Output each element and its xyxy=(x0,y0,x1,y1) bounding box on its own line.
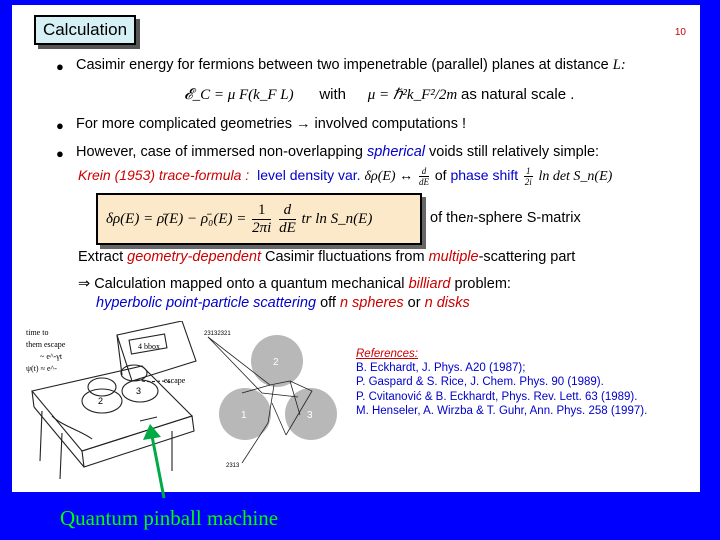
disk-label-2: 2 xyxy=(273,357,279,368)
delta-rho: δρ(E) ↔ xyxy=(364,169,414,185)
implies-a: Calculation mapped onto a quantum mechanical xyxy=(94,276,405,292)
ln-det: ln det S_n(E) xyxy=(538,169,613,185)
formula-label-b: -sphere S-matrix xyxy=(473,210,581,226)
bullet-3-spherical: spherical xyxy=(366,144,425,160)
deriv-fraction xyxy=(419,166,429,187)
krein-formula-label: Krein (1953) trace-formula : xyxy=(78,167,250,184)
machine-backboard xyxy=(117,321,196,381)
bullet-1-text: Casimir energy for fermions between two impenetrable (parallel) planes at distance xyxy=(76,57,609,73)
half-fraction xyxy=(524,166,533,187)
pinball-spheres: n spheres xyxy=(339,295,404,311)
f2-num: d xyxy=(279,202,296,220)
handwriting-2: them escape xyxy=(26,340,66,349)
pinball-or: or xyxy=(407,295,421,311)
slide-title-box xyxy=(34,15,136,45)
handwriting-4: ψ(t) ≈ e^- xyxy=(26,364,57,373)
slide-title: Calculation xyxy=(42,20,128,39)
extract-a: Extract xyxy=(78,249,124,265)
handwriting-3: ~ e^-γt xyxy=(40,352,63,361)
bullet-dot: ● xyxy=(56,118,64,133)
formula-lhs: δρ(E) = ρ̄(E) − ρ̄₀(E) = xyxy=(106,210,247,227)
escape-label: escape xyxy=(164,376,186,385)
machine-label: 4 bbox xyxy=(138,342,160,351)
extract-e: -scattering part xyxy=(478,249,576,265)
level-density-label: level density var. xyxy=(257,167,361,184)
reference-item: P. Gaspard & S. Rice, J. Chem. Phys. 90 (1989). xyxy=(356,376,604,389)
half-num: 1 xyxy=(526,166,531,176)
extract-line xyxy=(78,249,575,265)
phase-shift-label: phase shift xyxy=(450,167,519,184)
extract-multiple: multiple xyxy=(428,249,479,265)
formula-fraction-1 xyxy=(252,202,271,237)
formula-label-n: n xyxy=(466,210,474,226)
disk-label-3: 3 xyxy=(307,410,313,421)
extract-c: Casimir fluctuations from xyxy=(265,249,425,265)
pinball-machine-sketch xyxy=(22,321,202,481)
pinball-line xyxy=(96,295,470,311)
implies-arrow: ⇒ xyxy=(78,276,91,292)
handwriting-1: time to xyxy=(26,328,49,337)
disk-label-1: 1 xyxy=(241,410,247,421)
formula-fraction-2 xyxy=(279,202,296,237)
implies-billiard: billiard xyxy=(408,276,451,292)
f1-num: 1 xyxy=(252,202,271,220)
pinball-a: hyperbolic point-particle scattering xyxy=(96,295,317,311)
three-disk-diagram xyxy=(202,323,352,473)
caption: Quantum pinball machine xyxy=(60,506,279,530)
reference-item: B. Eckhardt, J. Phys. A20 (1987); xyxy=(356,362,526,375)
krein-formula xyxy=(106,202,372,237)
trajectory-code-top: 23132321 xyxy=(204,331,231,337)
implies-line xyxy=(78,276,511,292)
page-number: 10 xyxy=(674,27,686,38)
reference-item: P. Cvitanović & B. Eckhardt, Phys. Rev. Lett. 63 (1989). xyxy=(356,390,638,403)
machine-front xyxy=(82,416,194,467)
formula-scale: μ = ℏ²k_F²/2m xyxy=(367,87,458,103)
formula-tail: as natural scale . xyxy=(461,86,575,103)
f1-den: 2πi xyxy=(252,220,272,236)
references xyxy=(356,347,647,418)
ball-label-2: 2 xyxy=(98,396,104,406)
formula-rhs: tr ln S_n(E) xyxy=(301,210,373,227)
bullet-1 xyxy=(76,57,626,74)
of-text: of xyxy=(434,167,447,184)
bullet-3-text-a: However, case of immersed non-overlapping xyxy=(76,144,363,160)
pinball-disks: n disks xyxy=(424,295,470,311)
bullet-dot: ● xyxy=(56,146,64,161)
f2-den: dE xyxy=(279,220,296,236)
bullet-dot: ● xyxy=(56,59,64,74)
krein-formula-box xyxy=(96,193,422,245)
references-heading: References: xyxy=(356,348,419,360)
bullet-3 xyxy=(76,144,599,160)
formula-label xyxy=(430,210,581,227)
deriv-den: dE xyxy=(418,177,429,187)
formula-label-a: of the xyxy=(430,210,467,226)
bullet-2: For more complicated geometries → involved computations ! xyxy=(76,116,467,132)
pinball-b: off xyxy=(320,295,336,311)
bullet-1-var: L: xyxy=(612,57,626,73)
trajectory-code-bottom: 2313 xyxy=(226,463,240,469)
reference-item: M. Henseler, A. Wirzba & T. Guhr, Ann. Phys. 258 (1997). xyxy=(356,404,648,417)
krein-line xyxy=(78,166,612,187)
formula-with: with xyxy=(319,86,347,103)
casimir-energy-formula xyxy=(184,85,574,104)
implies-c: problem: xyxy=(454,276,511,292)
slide xyxy=(12,5,700,492)
half-den: 2i xyxy=(524,177,532,187)
extract-geometry: geometry-dependent xyxy=(127,249,261,265)
formula-energy: 𝓔_C = μ F(k_F L) xyxy=(184,87,294,103)
bullet-3-text-c: voids still relatively simple: xyxy=(429,144,600,160)
ball-label-3: 3 xyxy=(136,386,142,396)
deriv-num: d xyxy=(419,166,429,177)
